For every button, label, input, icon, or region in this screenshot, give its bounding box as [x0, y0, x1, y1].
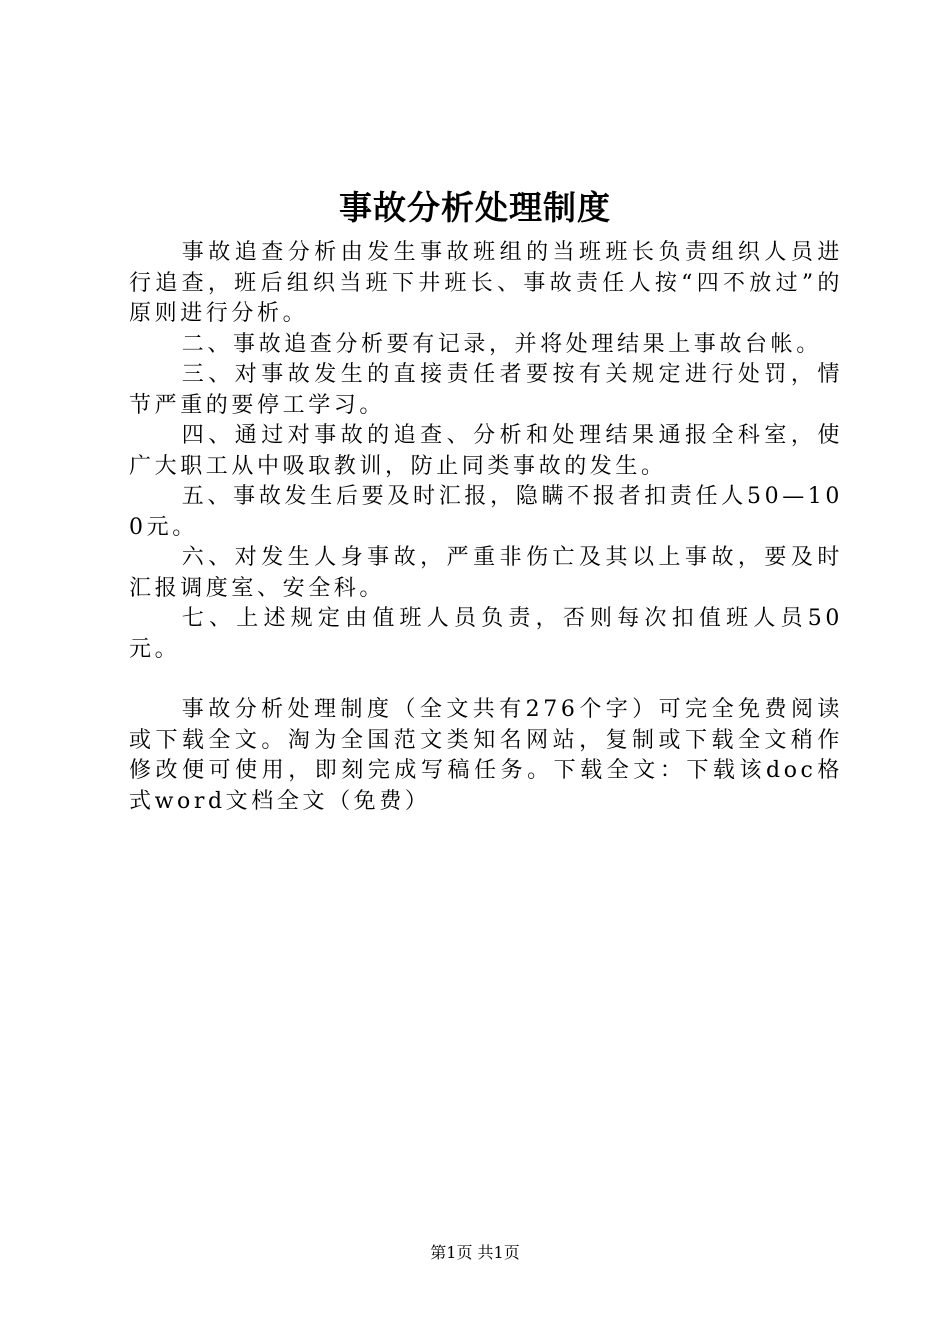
paragraph-2: 二、事故追查分析要有记录，并将处理结果上事故台帐。 [181, 331, 822, 357]
download-notice: 事故分析处理制度（全文共有276个字）可完全免费阅读或下载全文。淘为全国范文类知名网站，复制或下载全文稍作修改便可使用，即刻完成写稿任务。下载全文：下载该doc格式word文档全文（免费） [129, 697, 843, 814]
paragraph-gap [129, 665, 843, 695]
paragraph-6: 六、对发生人身事故，严重非伤亡及其以上事故，要及时汇报调度室、安全科。 [129, 545, 843, 601]
paragraph-7: 七、上述规定由值班人员负责，否则每次扣值班人员50元。 [129, 606, 843, 662]
document-body [129, 238, 843, 817]
page-title: 事故分析处理制度 [339, 188, 611, 227]
page-number-footer: 第1页 共1页 [430, 1243, 520, 1262]
paragraph-intro: 事故追查分析由发生事故班组的当班班长负责组织人员进行追查，班后组织当班下井班长、事故责任人按“四不放过”的原则进行分析。 [129, 240, 843, 326]
paragraph-3: 三、对事故发生的直接责任者要按有关规定进行处罚，情节严重的要停工学习。 [129, 362, 843, 418]
paragraph-4: 四、通过对事故的追查、分析和处理结果通报全科室，使广大职工从中吸取教训，防止同类事故的发生。 [129, 423, 843, 479]
paragraph-5: 五、事故发生后要及时汇报，隐瞒不报者扣责任人50—100元。 [129, 484, 843, 540]
